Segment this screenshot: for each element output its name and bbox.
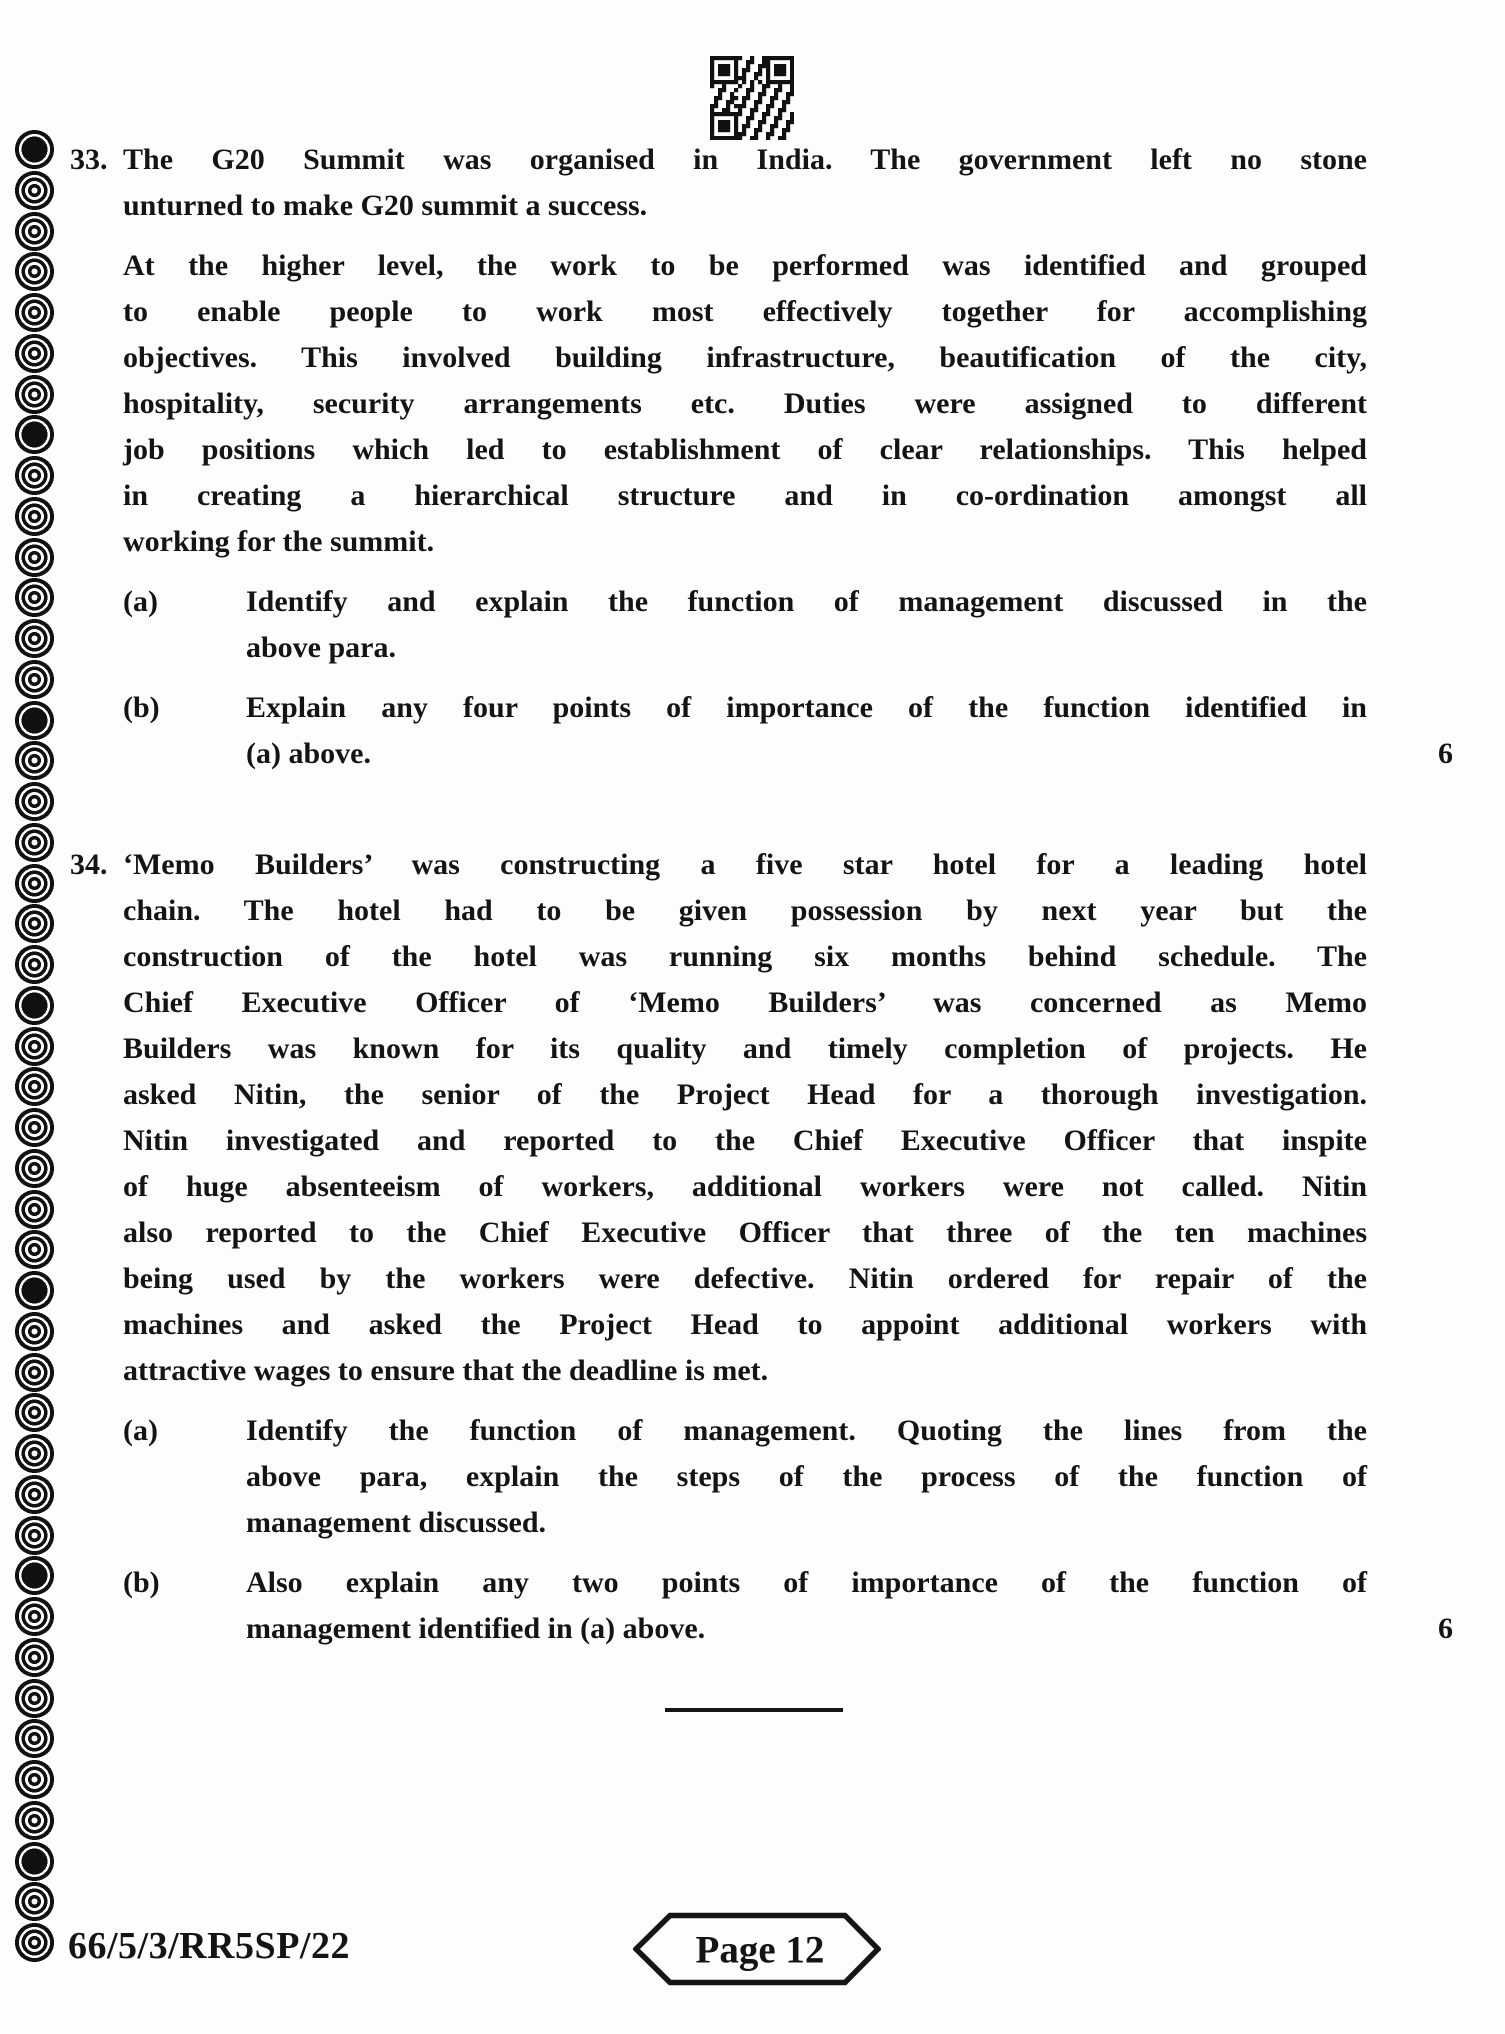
text-line: The G20 Summit was organised in India. The government left no stone [123,143,1367,176]
binding-hole-solid [14,1270,55,1311]
subpart-label: (b) [123,691,160,724]
text-line: Also explain any two points of importance of the function of [246,1566,1367,1599]
binding-hole-ring [14,1800,55,1841]
binding-hole-ring [14,374,55,415]
text-line: above para. [246,631,396,664]
text-line: management discussed. [246,1506,547,1539]
binding-hole-ring [14,1922,55,1963]
text-line: asked Nitin, the senior of the Project Head for a thorough investigation. [123,1078,1367,1111]
binding-hole-ring [14,1596,55,1637]
binding-hole-ring [14,211,55,252]
binding-hole-ring [14,292,55,333]
text-line: in creating a hierarchical structure and in co-ordination amongst all [123,479,1367,512]
text-line: (a) above. [246,737,371,770]
binding-hole-ring [14,659,55,700]
subpart-a [123,1408,1367,1546]
binding-hole-ring [14,863,55,904]
question-paragraph [123,137,1367,229]
text-line: also reported to the Chief Executive Officer that three of the ten machines [123,1216,1367,1249]
qr-code-icon [710,56,794,140]
text-line: ‘Memo Builders’ was constructing a five star hotel for a leading hotel [123,848,1367,881]
text-line: hospitality, security arrangements etc. Duties were assigned to different [123,387,1367,420]
question-paragraph [123,243,1367,565]
binding-hole-solid [14,414,55,455]
binding-hole-ring [14,1392,55,1433]
subpart-text [246,1408,1367,1546]
binding-hole-ring [14,333,55,374]
binding-hole-solid [14,985,55,1026]
text-line: job positions which led to establishment of clear relationships. This helped [123,433,1367,466]
binding-hole-solid [14,700,55,741]
text-line: management identified in (a) above. [246,1612,706,1645]
subpart-label: (a) [123,585,158,618]
question-33 [70,137,1453,777]
subpart-text [246,685,1367,777]
text-line: attractive wages to ensure that the deadline is met. [123,1354,769,1387]
binding-hole-ring [14,1229,55,1270]
binding-hole-ring [14,170,55,211]
binding-hole-ring [14,496,55,537]
question-number: 34. [70,848,108,881]
binding-hole-ring [14,903,55,944]
binding-hole-ring [14,455,55,496]
binding-hole-ring [14,1148,55,1189]
text-line: At the higher level, the work to be performed was identified and grouped [123,249,1367,282]
subpart-a [123,579,1367,671]
binding-hole-ring [14,1637,55,1678]
text-line: above para, explain the steps of the process of the function of [246,1460,1367,1493]
marks-value: 6 [1438,737,1453,770]
binding-hole-ring [14,1515,55,1556]
binding-hole-ring [14,1474,55,1515]
subpart-label: (b) [123,1566,160,1599]
text-line: working for the summit. [123,525,435,558]
binding-hole-ring [14,1678,55,1719]
subpart-b [123,685,1453,777]
paper-code: 66/5/3/RR5SP/22 [68,1925,350,1967]
text-line: Explain any four points of importance of the function identified in [246,691,1367,724]
subpart-b [123,1560,1453,1652]
binding-hole-solid [14,129,55,170]
marks-value: 6 [1438,1612,1453,1645]
question-number: 33. [70,143,108,176]
binding-hole-ring [14,1107,55,1148]
text-line: chain. The hotel had to be given possession by next year but the [123,894,1367,927]
binding-hole-ring [14,618,55,659]
binding-hole-ring [14,1433,55,1474]
binding-hole-ring [14,537,55,578]
binding-hole-ring [14,1881,55,1922]
binding-hole-ring [14,944,55,985]
text-line: of huge absenteeism of workers, additional workers were not called. Nitin [123,1170,1367,1203]
binding-hole-solid [14,1555,55,1596]
binding-hole-ring [14,740,55,781]
binding-hole-ring [14,822,55,863]
binding-hole-ring [14,1311,55,1352]
question-body [123,842,1453,1652]
subpart-text [246,579,1367,671]
subpart-label: (a) [123,1414,158,1447]
text-line: unturned to make G20 summit a success. [123,189,648,222]
binding-hole-ring [14,1759,55,1800]
binding-hole-ring [14,781,55,822]
text-line: Chief Executive Officer of ‘Memo Builders’ was concerned as Memo [123,986,1367,1019]
subpart-text [246,1560,1367,1652]
text-line: to enable people to work most effectively together for accomplishing [123,295,1367,328]
text-line: being used by the workers were defective. Nitin ordered for repair of the [123,1262,1367,1295]
text-line: Identify the function of management. Quoting the lines from the [246,1414,1367,1447]
text-line: objectives. This involved building infrastructure, beautification of the city, [123,341,1367,374]
page-number-badge [633,1910,881,1988]
binding-hole-ring [14,1026,55,1067]
section-divider [665,1708,843,1712]
text-line: Nitin investigated and reported to the Chief Executive Officer that inspite [123,1124,1367,1157]
text-line: Builders was known for its quality and timely completion of projects. He [123,1032,1367,1065]
binding-hole-ring [14,1189,55,1230]
binding-hole-solid [14,1841,55,1882]
binding-hole-ring [14,577,55,618]
text-line: Identify and explain the function of management discussed in the [246,585,1367,618]
question-body [123,137,1453,777]
question-paragraph [123,842,1367,1394]
binding-hole-ring [14,251,55,292]
binding-hole-ring [14,1066,55,1107]
binding-hole-ring [14,1352,55,1393]
question-34 [70,842,1453,1652]
binding-hole-ring [14,1718,55,1759]
page-number-label: Page 12 [695,1928,825,1972]
text-line: machines and asked the Project Head to appoint additional workers with [123,1308,1367,1341]
text-line: construction of the hotel was running six months behind schedule. The [123,940,1367,973]
